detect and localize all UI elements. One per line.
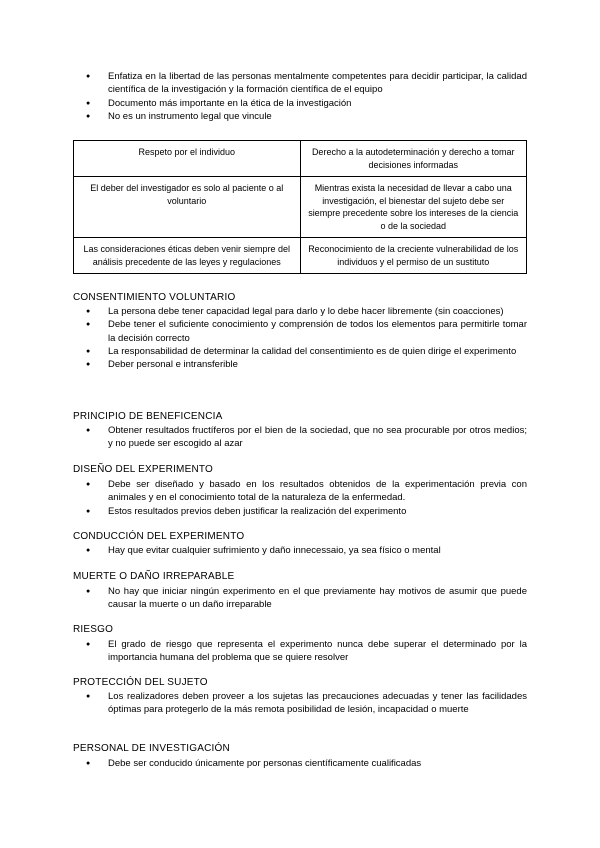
section-heading: MUERTE O DAÑO IRREPARABLE [73,571,235,582]
table-cell: Respeto por el individuo [74,141,301,177]
intro-bullet-list [86,70,527,123]
table-cell: Mientras exista la necesidad de llevar a cabo una investigación, el bienestar del sujeto debe ser siempre precedente sobre los intereses de la ciencia o de la sociedad [300,177,527,238]
section-bullet-list [86,544,527,557]
section-bullet-list [86,757,527,770]
list-item: ● El grado de riesgo que representa el experimento nunca debe superar el determinado por la importancia humana del problema que se quiere resolver [86,638,527,665]
list-item: ● Deber personal e intransferible [86,358,527,371]
list-item: ● Hay que evitar cualquier sufrimiento y daño innecessaio, ya sea físico o mental [86,544,527,557]
section-heading: DISEÑO DEL EXPERIMENTO [73,464,213,475]
section-bullet-list [86,424,527,451]
section-heading: RIESGO [73,624,114,635]
section-heading: PERSONAL DE INVESTIGACIÓN [73,743,230,754]
section-heading: CONSENTIMIENTO VOLUNTARIO [73,292,236,303]
section-heading: CONDUCCIÓN DEL EXPERIMENTO [73,531,245,542]
table-cell: Las consideraciones éticas deben venir siempre del análisis precedente de las leyes y regulaciones [74,238,301,274]
table-row [74,238,527,274]
list-item: ● Obtener resultados fructíferos por el bien de la sociedad, que no sea procurable por otros medios; y no puede ser escogido al azar [86,424,527,451]
section-heading: PRINCIPIO DE BENEFICENCIA [73,411,223,422]
section-bullet-list [86,478,527,518]
list-item: ● Debe ser diseñado y basado en los resultados obtenidos de la experimentación previa con animales y en el conocimiento total de la naturaleza de la enfermedad. [86,478,527,505]
list-item: ● La persona debe tener capacidad legal para darlo y lo debe hacer libremente (sin coacciones) [86,305,527,318]
list-item: ● No es un instrumento legal que vincule [86,110,527,123]
list-item: ● Los realizadores deben proveer a los sujetas las precauciones adecuadas y tener las facilidades óptimas para protegerlo de la más remota posibilidad de lesión, incapacidad o muerte [86,690,527,717]
principles-table [73,140,527,274]
list-item: ● Enfatiza en la libertad de las personas mentalmente competentes para decidir participar, la calidad científica de la investigación y la formación científica de el equipo [86,70,527,97]
section-bullet-list [86,690,527,717]
section-heading: PROTECCIÓN DEL SUJETO [73,677,208,688]
section-bullet-list [86,585,527,612]
table-cell: Derecho a la autodeterminación y derecho a tomar decisiones informadas [300,141,527,177]
list-item: ● Debe ser conducido únicamente por personas científicamente cualificadas [86,757,527,770]
list-item: ● Debe tener el suficiente conocimiento y comprensión de todos los elementos para permitirle tomar la decisión correcto [86,318,527,345]
table-cell: El deber del investigador es solo al paciente o al voluntario [74,177,301,238]
list-item: ● No hay que iniciar ningún experimento en el que previamente hay motivos de asumir que puede causar la muerte o un daño irreparable [86,585,527,612]
section-bullet-list [86,638,527,665]
list-item: ● Documento más importante en la ética de la investigación [86,97,527,110]
section-bullet-list [86,305,527,371]
table-row [74,141,527,177]
list-item: ● La responsabilidad de determinar la calidad del consentimiento es de quien dirige el experimento [86,345,527,358]
table-row [74,177,527,238]
table-cell: Reconocimiento de la creciente vulnerabilidad de los individuos y el permiso de un sustituto [300,238,527,274]
list-item: ● Estos resultados previos deben justificar la realización del experimento [86,505,527,518]
